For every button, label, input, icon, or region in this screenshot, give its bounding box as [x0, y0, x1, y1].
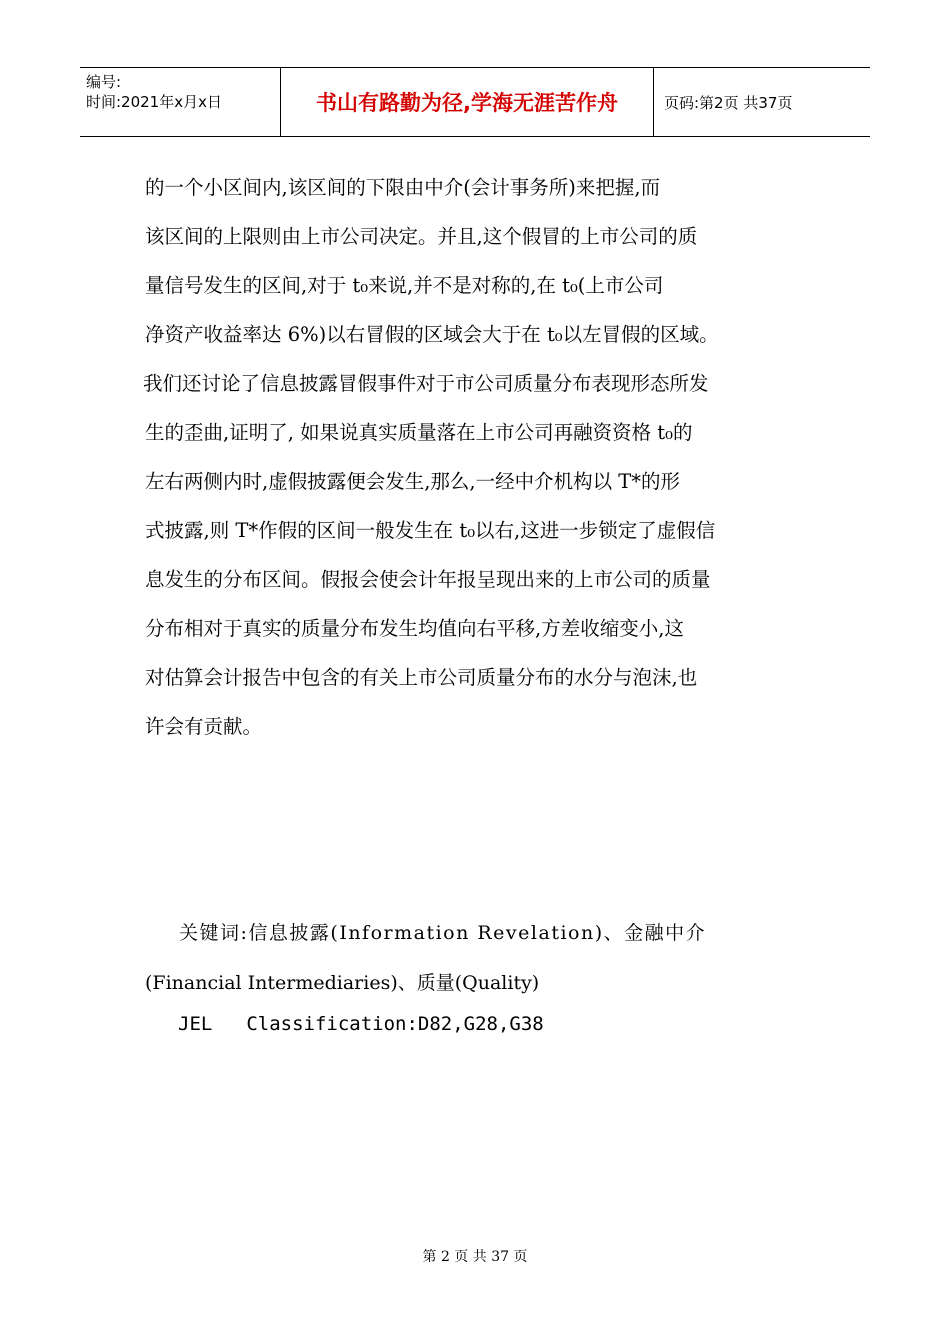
header-page-code: 页码:第2页 共37页: [664, 93, 793, 112]
page-footer: 第 2 页 共 37 页: [422, 1249, 528, 1265]
keywords-line: 关键词:信息披露(Information Revelation)、金融中介: [179, 922, 707, 944]
paragraph-line: 许会有贡献。: [145, 715, 263, 738]
paragraph-line: 我们还讨论了信息披露冒假事件对于市公司质量分布表现形态所发: [143, 372, 709, 395]
jel-codes: Classification:D82,G28,G38: [246, 1013, 544, 1035]
paragraph-line: 对估算会计报告中包含的有关上市公司质量分布的水分与泡沫,也: [145, 666, 698, 689]
keywords-line: (Financial Intermediaries)、质量(Quality): [145, 972, 540, 994]
number-label: 编号:: [86, 73, 122, 91]
paragraph-line: 的一个小区间内,该区间的下限由中介(会计事务所)来把握,而: [145, 176, 661, 199]
time-label: 时间:2021年x月x日: [86, 93, 222, 111]
paragraph-line: 生的歪曲,证明了, 如果说真实质量落在上市公司再融资资格 t₀的: [145, 421, 693, 444]
paragraph-line: 息发生的分布区间。假报会使会计年报呈现出来的上市公司的质量: [145, 568, 711, 591]
header-info: [80, 68, 280, 136]
paragraph-line: 左右两侧内时,虚假披露便会发生,那么,一经中介机构以 T*的形: [145, 470, 681, 493]
main-paragraph: [145, 163, 805, 751]
jel-classification: [178, 1013, 544, 1035]
page-header: [80, 67, 870, 137]
paragraph-line: 该区间的上限则由上市公司决定。并且,这个假冒的上市公司的质: [145, 225, 698, 248]
keywords: [145, 908, 815, 1008]
paragraph-line: 净资产收益率达 6%)以右冒假的区域会大于在 t₀以左冒假的区域。: [145, 323, 719, 346]
paragraph-line: 式披露,则 T*作假的区间一般发生在 t₀以右,这进一步锁定了虚假信: [145, 519, 716, 542]
paragraph-line: 量信号发生的区间,对于 t₀来说,并不是对称的,在 t₀(上市公司: [145, 274, 664, 297]
jel-label: JEL: [178, 1013, 213, 1035]
paragraph-line: 分布相对于真实的质量分布发生均值向右平移,方差收缩变小,这: [145, 617, 684, 640]
header-motto: 书山有路勤为径,学海无涯苦作舟: [280, 68, 654, 136]
